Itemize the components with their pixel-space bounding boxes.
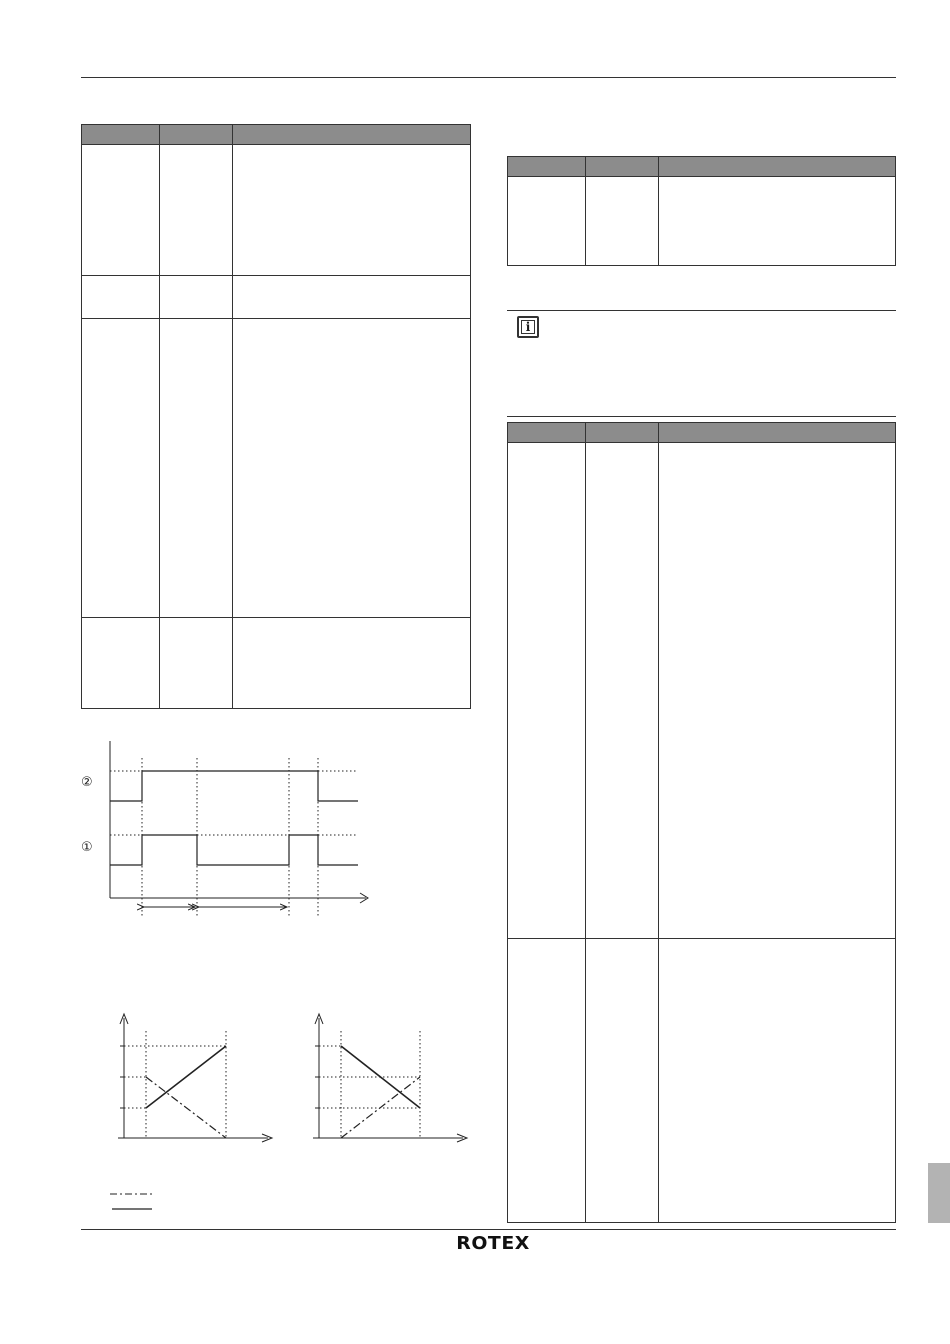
info-glyph: i bbox=[521, 320, 535, 334]
chapter-tab bbox=[928, 1163, 950, 1223]
marker-second: ② bbox=[81, 775, 93, 790]
brand-logo: ROTEX bbox=[456, 1233, 530, 1254]
marker-first: ① bbox=[81, 840, 93, 855]
